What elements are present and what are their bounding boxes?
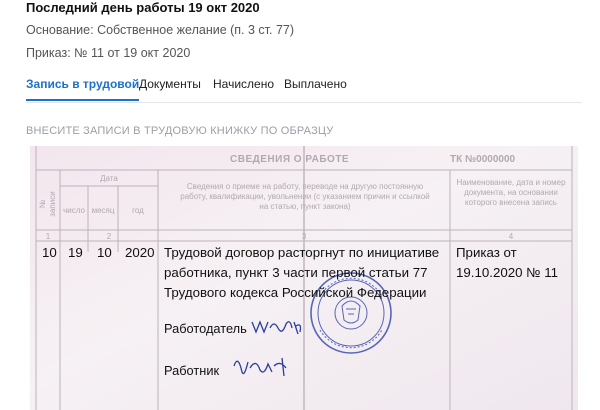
column-day: число: [63, 206, 85, 215]
entry-document-line-1: Приказ от: [456, 245, 517, 260]
entry-document-line-2: 19.10.2020 № 11: [456, 265, 559, 280]
employee-signature-label: Работник: [164, 363, 220, 378]
column-info: Сведения о приеме на работу, переводе на другую постоянную работу, квалификации, увольнении (с указанием причин и ссылкой на статью, пункт закона): [180, 182, 430, 211]
column-document: Наименование, дата и номер документа, на основании которого внесена запись: [456, 178, 566, 207]
column-number-4: 4: [508, 232, 514, 241]
column-month: месяц: [91, 206, 115, 215]
tabs-bar: [26, 72, 582, 103]
work-book-sample: [30, 146, 578, 410]
entry-month: 10: [97, 245, 112, 260]
column-number-1: 1: [45, 232, 51, 241]
column-year: год: [132, 206, 144, 215]
tab-accrued[interactable]: Начислено: [213, 77, 275, 91]
column-date: Дата: [100, 174, 118, 183]
entry-year: 2020: [125, 245, 155, 260]
tab-paid[interactable]: Выплачено: [284, 77, 347, 91]
column-number-3: 3: [301, 232, 307, 241]
column-record-number: № записи: [38, 191, 57, 217]
entry-text-line-2: работника, пункт 3 части первой статьи 77: [164, 265, 428, 280]
entry-text-line-1: Трудовой договор расторгнут по инициативе: [164, 245, 440, 260]
entry-day: 19: [68, 245, 83, 260]
dismissal-basis: Основание: Собственное желание (п. 3 ст. 77): [26, 23, 295, 37]
last-work-day: Последний день работы 19 окт 2020: [26, 0, 260, 15]
tab-work-book-entry[interactable]: Запись в трудовой: [26, 77, 139, 101]
employer-signature-label: Работодатель: [164, 321, 247, 336]
tab-documents[interactable]: Документы: [139, 77, 201, 91]
section-hint: ВНЕСИТЕ ЗАПИСИ В ТРУДОВУЮ КНИЖКУ ПО ОБРАЗЦУ: [26, 125, 334, 137]
book-title: СВЕДЕНИЯ О РАБОТЕ: [230, 154, 350, 165]
entry-text-line-3: Трудового кодекса Российской Федерации: [164, 285, 427, 300]
column-number-2: 2: [106, 232, 112, 241]
order-info: Приказ: № 11 от 19 окт 2020: [26, 46, 191, 60]
entry-record-number: 10: [42, 245, 57, 260]
book-series: ТК №0000000: [450, 154, 516, 165]
